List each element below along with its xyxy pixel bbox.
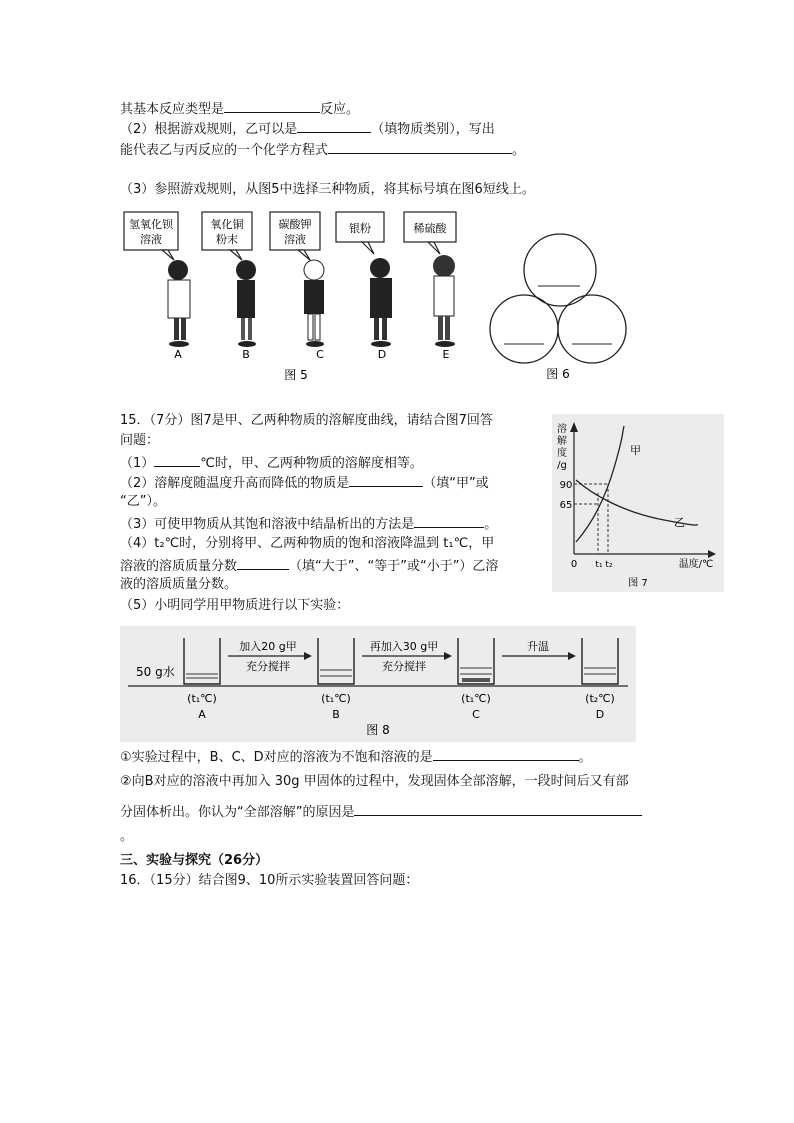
start-label: 50 g水 — [136, 665, 175, 679]
answer-blank[interactable] — [349, 473, 423, 487]
figure-8-caption: 图 8 — [366, 723, 390, 737]
svg-text:D: D — [595, 708, 605, 721]
q15-sub-2-end: 。 — [120, 829, 134, 844]
y-tick-90: 90 — [559, 480, 573, 491]
bubble-b-line1: 氧化铜 — [210, 218, 244, 231]
step2-top: 再加入30 g甲 — [369, 640, 439, 653]
bubble-d-line1: 银粉 — [349, 222, 371, 235]
q15-sub-2-cont: 分固体析出。你认为“全部溶解”的原因是 — [120, 802, 642, 822]
y-label-3: 度 — [557, 448, 567, 459]
y-tick-65: 65 — [559, 500, 573, 511]
bubble-a-line2: 溶液 — [140, 233, 162, 246]
figure-5-caption: 图 5 — [284, 368, 308, 382]
step1-top: 加入20 g甲 — [239, 640, 297, 653]
label-b: B — [242, 348, 250, 361]
q15-part-5: （5）小明同学用甲物质进行以下实验： — [120, 598, 350, 613]
answer-blank[interactable] — [328, 140, 512, 154]
answer-blank[interactable] — [414, 514, 484, 528]
svg-text:(t₂℃): (t₂℃) — [585, 692, 615, 705]
origin-label: 0 — [570, 559, 578, 570]
q14-line-4: （3）参照游戏规则，从图5中选择三种物质，将其标号填在图6短线上。 — [120, 182, 535, 197]
step3-top: 升温 — [527, 640, 549, 653]
q15-sub-1: ①实验过程中，B、C、D对应的溶液为不饱和溶液的是 。 — [120, 747, 592, 767]
answer-blank[interactable] — [154, 453, 200, 467]
svg-text:(t₁℃): (t₁℃) — [321, 692, 351, 705]
q15-part-3: （3）可使甲物质从其饱和溶液中结晶析出的方法是 。 — [120, 514, 497, 534]
q15-part-4: （4）t₂℃时，分别将甲、乙两种物质的饱和溶液降温到 t₁℃，甲 — [120, 536, 495, 551]
section-3-title: 三、实验与探究（26分） — [120, 853, 269, 868]
answer-blank[interactable] — [224, 99, 320, 113]
svg-text:(t₁℃): (t₁℃) — [187, 692, 217, 705]
q15-intro-1: 15．（7分）图7是甲、乙两种物质的溶解度曲线，请结合图7回答 — [120, 413, 493, 428]
answer-blank[interactable] — [433, 747, 579, 761]
person-a — [124, 212, 190, 361]
label-a: A — [174, 348, 182, 361]
person-e — [404, 212, 456, 361]
figure-7 — [552, 414, 724, 592]
bubble-b-line2: 粉末 — [216, 233, 238, 246]
q14-line-1: 其基本反应类型是 反应。 — [120, 99, 359, 119]
bubble-c-line1: 碳酸钾 — [278, 218, 312, 231]
q16-intro: 16．（15分）结合图9、10所示实验装置回答问题： — [120, 873, 419, 888]
answer-blank[interactable] — [297, 119, 371, 133]
person-c — [270, 212, 324, 361]
figure-5-6 — [118, 208, 638, 388]
q15-part-2: （2）溶解度随温度升高而降低的物质是 （填“甲”或 — [120, 473, 489, 493]
person-b — [202, 212, 256, 361]
q15-part-2-cont: “乙”）。 — [120, 494, 166, 509]
person-d — [336, 212, 392, 361]
q15-intro-2: 问题： — [120, 433, 160, 448]
y-label-4: /g — [557, 460, 567, 471]
label-d: D — [377, 348, 387, 361]
figure-6 — [490, 234, 626, 381]
figure-7-caption: 图 7 — [628, 578, 648, 589]
label-e: E — [442, 348, 450, 361]
figure-6-caption: 图 6 — [546, 367, 570, 381]
svg-text:C: C — [472, 708, 480, 721]
step1-bottom: 充分搅拌 — [246, 660, 290, 673]
y-label-1: 溶 — [557, 424, 567, 435]
q15-sub-2: ②向B对应的溶液中再加入 30g 甲固体的过程中，发现固体全部溶解，一段时间后又有部 — [120, 774, 629, 789]
q15-part-4-end: 液的溶质质量分数。 — [120, 577, 238, 592]
bubble-e-line1: 稀硫酸 — [413, 222, 447, 235]
answer-blank[interactable] — [237, 556, 289, 570]
figure-8 — [120, 626, 636, 742]
q14-line-3: 能代表乙与丙反应的一个化学方程式 。 — [120, 140, 525, 160]
svg-text:A: A — [198, 708, 206, 721]
q15-part-1: （1） ℃时，甲、乙两种物质的溶解度相等。 — [120, 453, 423, 473]
x-ticks: t₁ t₂ — [595, 560, 613, 570]
svg-text:B: B — [332, 708, 340, 721]
step2-bottom: 充分搅拌 — [382, 660, 426, 673]
curve-jia-label: 甲 — [630, 444, 641, 457]
label-c: C — [316, 348, 324, 361]
curve-yi-label: 乙 — [674, 516, 685, 529]
y-label-2: 解 — [557, 436, 567, 447]
x-label: 温度/℃ — [678, 559, 714, 570]
q14-line-2: （2）根据游戏规则，乙可以是 （填物质类别），写出 — [120, 119, 495, 139]
q15-part-4-cont: 溶液的溶质质量分数 （填“大于”、“等于”或“小于”）乙溶 — [120, 556, 498, 576]
answer-blank[interactable] — [354, 802, 642, 816]
svg-text:(t₁℃): (t₁℃) — [461, 692, 491, 705]
bubble-c-line2: 溶液 — [284, 233, 306, 246]
bubble-a-line1: 氢氧化钡 — [129, 218, 173, 231]
